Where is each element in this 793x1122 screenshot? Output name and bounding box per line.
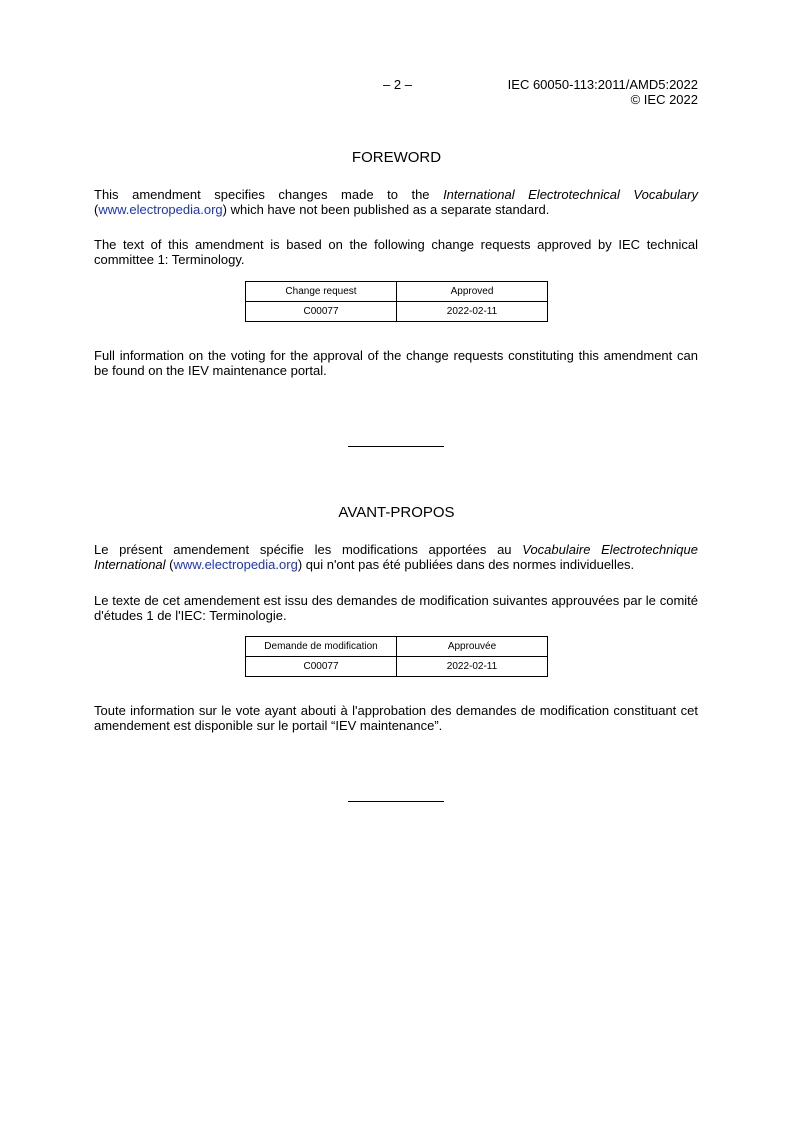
avant-propos-paragraph-3: Toute information sur le vote ayant abouti à l'approbation des demandes de modification constituant cet amendement est disponible sur le portail “IEV maintenance”. (94, 703, 698, 733)
table-header-row (246, 637, 548, 657)
column-header: Change request (246, 282, 397, 302)
electropedia-link[interactable]: www.electropedia.org (173, 557, 298, 572)
column-header: Approved (397, 282, 548, 302)
section-divider (348, 446, 444, 447)
avant-propos-p1-paren: ( (165, 557, 174, 572)
table-cell: C00077 (246, 657, 397, 677)
avant-propos-p1-italic: Vocabulaire Electrotechnique International (94, 542, 698, 572)
table-cell: C00077 (246, 302, 397, 322)
demande-modification-table (245, 636, 548, 677)
foreword-p1-paren: ( (94, 202, 99, 217)
table-cell: 2022-02-11 (397, 302, 548, 322)
foreword-p1-italic: International Electrotechnical Vocabulary (443, 187, 698, 202)
avant-propos-paragraph-2: Le texte de cet amendement est issu des demandes de modification suivantes approuvées par le comité d'études 1 de l'IEC: Terminologie. (94, 593, 698, 623)
copyright-notice: © IEC 2022 (630, 92, 698, 107)
foreword-title: FOREWORD (351, 149, 442, 166)
avant-propos-p1-tail: ) qui n'ont pas été publiées dans des normes individuelles. (297, 557, 635, 572)
standard-reference (508, 77, 698, 107)
foreword-p1-text: This amendment specifies changes made to the (94, 187, 444, 202)
avant-propos-p1-text: Le présent amendement spécifie les modifications apportées au (94, 542, 523, 557)
foreword-paragraph-1 (94, 187, 698, 217)
table-row (246, 302, 548, 322)
foreword-paragraph-2: The text of this amendment is based on the following change requests approved by IEC technical committee 1: Terminology. (94, 237, 698, 267)
table-header-row (246, 282, 548, 302)
foreword-paragraph-3: Full information on the voting for the approval of the change requests constituting this amendment can be found on the IEV maintenance portal. (94, 348, 698, 378)
table-cell: 2022-02-11 (397, 657, 548, 677)
standard-designation: IEC 60050-113:2011/AMD5:2022 (507, 77, 698, 92)
electropedia-link[interactable]: www.electropedia.org (98, 202, 223, 217)
column-header: Demande de modification (246, 637, 397, 657)
page-number: – 2 – (383, 77, 412, 92)
change-request-table (245, 281, 548, 322)
table-row (246, 657, 548, 677)
avant-propos-title: AVANT-PROPOS (338, 504, 455, 521)
column-header: Approuvée (397, 637, 548, 657)
section-divider (348, 801, 444, 802)
foreword-p1-tail: ) which have not been published as a separate standard. (222, 202, 550, 217)
avant-propos-paragraph-1 (94, 542, 698, 572)
